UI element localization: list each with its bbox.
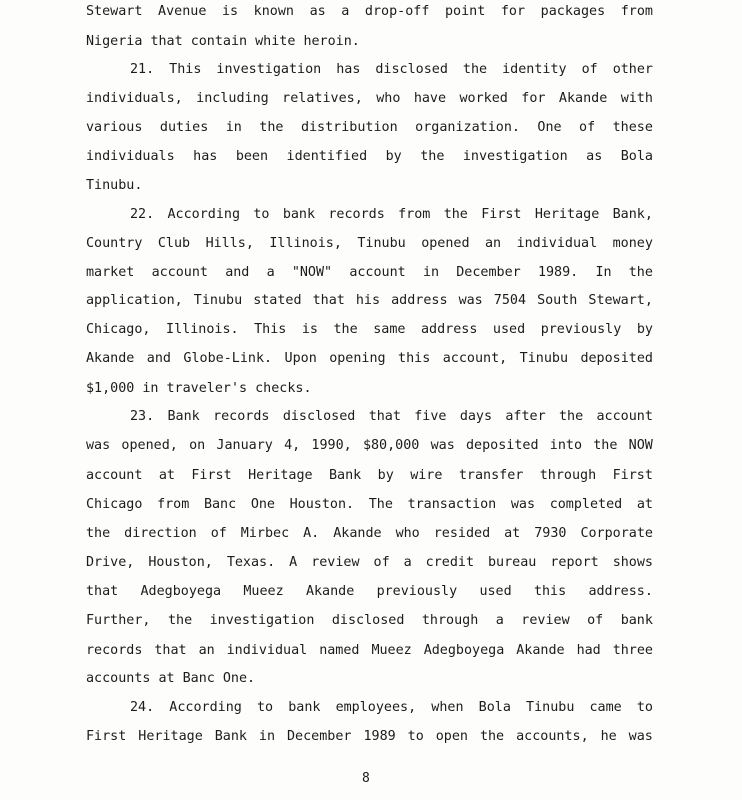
text-word: including: [196, 91, 269, 106]
text-word: Adegboyega: [423, 643, 505, 658]
text-word: same: [373, 322, 406, 337]
text-word: First: [612, 468, 653, 483]
text-word: investigation: [462, 149, 568, 164]
text-word: as: [309, 4, 326, 19]
text-word: individuals,: [86, 91, 183, 106]
text-word: an: [198, 643, 215, 658]
text-word: completed: [549, 497, 623, 512]
text-word: in: [142, 381, 159, 396]
text-word: by: [385, 149, 402, 164]
text-word: records: [213, 409, 270, 424]
text-word: Chicago,: [86, 322, 151, 337]
text-word: January: [216, 438, 273, 453]
text-word: accounts,: [516, 729, 589, 744]
text-word: relatives,: [282, 91, 363, 106]
text-line: [86, 3, 653, 21]
text-word: contain: [190, 34, 248, 49]
text-word: Mueez: [243, 584, 284, 599]
text-word: three: [612, 643, 653, 658]
text-word: application,: [86, 293, 183, 308]
text-word: investigation: [216, 62, 322, 77]
text-word: Hills,: [205, 236, 254, 251]
text-word: bureau: [488, 555, 537, 570]
text-word: is: [221, 4, 239, 19]
text-word: stated: [253, 293, 302, 308]
text-word: Houston,: [148, 555, 213, 570]
text-word: has: [193, 149, 218, 164]
text-word: Tinubu: [519, 351, 569, 366]
text-word: by: [377, 468, 394, 483]
text-word: that: [154, 643, 187, 658]
text-word: was: [86, 438, 111, 453]
text-word: at: [636, 497, 653, 512]
text-word: at: [158, 468, 175, 483]
text-word: of: [587, 613, 604, 628]
text-word: organization.: [415, 120, 520, 135]
text-word: of: [210, 526, 227, 541]
text-word: Bank: [167, 409, 200, 424]
text-word: review: [311, 555, 360, 570]
text-word: at: [158, 671, 175, 686]
text-word: Akande: [558, 91, 608, 106]
text-word: Club: [157, 236, 191, 251]
text-word: five: [414, 409, 447, 424]
text-word: 1990,: [311, 438, 352, 453]
text-word: According: [167, 207, 241, 222]
text-word: Bank: [214, 729, 247, 744]
text-word: resided: [433, 526, 491, 541]
text-word: the: [559, 409, 584, 424]
text-word: identified: [286, 149, 368, 164]
text-word: Mueez: [371, 643, 412, 658]
text-word: by: [636, 322, 653, 337]
text-line: [130, 408, 653, 426]
text-word: bank: [620, 613, 653, 628]
text-word: was: [510, 497, 536, 512]
text-line: [86, 119, 653, 137]
text-word: Heritage: [534, 207, 600, 222]
text-line: [86, 380, 653, 398]
text-word: A.: [303, 526, 320, 541]
text-word: opening: [329, 351, 386, 366]
text-word: Bola: [478, 700, 511, 715]
text-word: into: [549, 438, 583, 453]
text-word: the: [479, 729, 505, 744]
text-word: individuals: [86, 149, 175, 164]
text-line: [86, 642, 653, 660]
text-word: Drive,: [86, 555, 135, 570]
text-line: [86, 148, 653, 166]
text-word: disclosed: [282, 409, 356, 424]
text-word: address.: [588, 584, 653, 599]
text-word: direction: [124, 526, 197, 541]
text-word: "NOW": [291, 265, 333, 280]
text-word: wire: [410, 468, 443, 483]
text-word: the: [167, 613, 193, 628]
text-word: This: [169, 62, 202, 77]
text-line: [86, 728, 653, 746]
text-word: in: [258, 729, 276, 744]
text-word: address: [391, 293, 448, 308]
text-word: Stewart: [86, 4, 143, 19]
text-word: Globe-Link.: [183, 351, 273, 366]
text-word: Bola: [620, 149, 653, 164]
text-word: bank: [282, 207, 316, 222]
text-word: he: [600, 729, 617, 744]
text-word: used: [479, 584, 512, 599]
text-word: through: [421, 613, 479, 628]
text-word: a: [495, 613, 504, 628]
text-word: Illinois.: [166, 322, 239, 337]
text-word: money: [612, 236, 653, 251]
text-word: from: [398, 207, 431, 222]
text-word: the: [628, 265, 653, 280]
text-word: December: [287, 729, 352, 744]
text-word: disclosed: [375, 62, 448, 77]
text-word: account: [349, 265, 406, 280]
text-word: that: [368, 409, 401, 424]
text-word: 1989: [363, 729, 396, 744]
text-word: Tinubu: [193, 293, 243, 308]
text-word: this: [398, 351, 431, 366]
text-word: credit: [425, 555, 475, 570]
text-word: 7930: [534, 526, 567, 541]
text-word: of: [373, 555, 390, 570]
text-word: Mirbec: [240, 526, 290, 541]
text-word: In: [595, 265, 612, 280]
text-word: on: [189, 438, 206, 453]
text-word: 1989.: [537, 265, 579, 280]
page-number: 8: [362, 771, 370, 786]
text-word: open: [435, 729, 468, 744]
text-word: Tinubu.: [86, 178, 143, 193]
text-line: [86, 496, 653, 514]
text-word: to: [256, 700, 274, 715]
text-word: Heritage: [138, 729, 203, 744]
text-word: $1,000: [86, 381, 135, 396]
text-word: had: [576, 643, 601, 658]
text-line: [86, 321, 653, 339]
text-word: and: [225, 265, 250, 280]
text-word: Akande: [516, 643, 565, 658]
text-word: Banc: [182, 671, 215, 686]
text-word: at: [504, 526, 521, 541]
text-word: is: [301, 322, 318, 337]
text-word: was: [628, 729, 653, 744]
text-word: the: [443, 207, 468, 222]
text-word: opened: [421, 236, 470, 251]
text-word: of: [579, 120, 596, 135]
text-word: 4,: [284, 438, 301, 453]
text-word: previously: [376, 584, 458, 599]
text-word: named: [319, 643, 360, 658]
text-word: First: [86, 729, 127, 744]
text-word: when: [431, 700, 464, 715]
text-word: Akande: [333, 526, 382, 541]
text-word: the: [333, 322, 358, 337]
text-word: employees,: [335, 700, 417, 715]
text-word: packages: [540, 4, 606, 19]
text-line: [86, 525, 653, 543]
text-word: Banc: [203, 497, 237, 512]
text-word: the: [593, 438, 618, 453]
text-word: that: [86, 584, 119, 599]
text-word: after: [505, 409, 546, 424]
text-word: known: [253, 4, 294, 19]
text-word: One.: [222, 671, 256, 686]
text-word: as: [586, 149, 603, 164]
text-word: First: [481, 207, 522, 222]
text-word: these: [612, 120, 653, 135]
text-line: [86, 292, 653, 310]
text-word: through: [539, 468, 597, 483]
text-word: to: [636, 700, 653, 715]
text-word: been: [235, 149, 269, 164]
text-word: came: [589, 700, 622, 715]
text-word: account: [86, 468, 143, 483]
text-word: 7504: [493, 293, 527, 308]
text-line: [130, 206, 653, 224]
text-line: [86, 583, 653, 601]
text-word: Further,: [86, 613, 151, 628]
text-word: that: [150, 34, 183, 49]
text-word: Corporate: [580, 526, 653, 541]
text-word: for: [500, 4, 526, 19]
text-word: has: [336, 62, 361, 77]
text-word: market: [86, 265, 135, 280]
text-word: traveler's: [166, 381, 248, 396]
text-word: from: [620, 4, 653, 19]
text-word: First: [191, 468, 232, 483]
text-word: account: [596, 409, 653, 424]
text-line: [86, 467, 653, 485]
text-word: records: [328, 207, 385, 222]
text-word: other: [612, 62, 653, 77]
text-word: identity: [502, 62, 567, 77]
text-word: Tinubu: [357, 236, 406, 251]
text-word: of: [581, 62, 598, 77]
text-word: Nigeria: [86, 34, 143, 49]
text-word: Chicago: [86, 497, 143, 512]
text-word: opened,: [121, 438, 178, 453]
text-word: and: [146, 351, 171, 366]
text-line: [86, 177, 653, 195]
text-line: [86, 612, 653, 630]
text-word: a: [403, 555, 412, 570]
text-word: point: [444, 4, 486, 19]
text-word: disclosed: [331, 613, 405, 628]
text-word: December: [456, 265, 521, 280]
text-word: This: [254, 322, 287, 337]
text-word: his: [355, 293, 381, 308]
text-line: [86, 235, 653, 253]
text-word: the: [462, 62, 488, 77]
text-word: deposited: [466, 438, 539, 453]
text-line: [86, 350, 653, 368]
text-word: Avenue: [158, 4, 207, 19]
text-word: drop-off: [364, 4, 430, 19]
text-line: [130, 699, 653, 717]
text-word: distribution: [300, 120, 398, 135]
text-word: Bank,: [612, 207, 653, 222]
text-word: Country: [86, 236, 143, 251]
text-word: address: [420, 322, 478, 337]
text-word: white: [255, 34, 296, 49]
text-word: 22.: [130, 207, 155, 222]
text-word: Akande: [305, 584, 355, 599]
text-word: the: [420, 149, 445, 164]
text-word: 23.: [130, 409, 155, 424]
text-word: One: [537, 120, 562, 135]
text-word: a: [266, 265, 275, 280]
text-word: account,: [442, 351, 508, 366]
text-word: duties: [159, 120, 209, 135]
text-word: Stewart,: [588, 293, 653, 308]
text-line: [86, 554, 653, 572]
text-word: previously: [540, 322, 622, 337]
text-word: South: [537, 293, 578, 308]
text-word: was: [430, 438, 455, 453]
text-word: Adegboyega: [140, 584, 222, 599]
text-line: [130, 61, 653, 79]
text-line: [86, 437, 653, 455]
text-line: [86, 33, 653, 51]
text-word: One: [250, 497, 275, 512]
text-word: account: [151, 265, 208, 280]
text-word: a: [341, 4, 350, 19]
text-line: [86, 264, 653, 282]
text-word: individual: [516, 236, 598, 251]
text-word: this: [533, 584, 567, 599]
text-word: Heritage: [248, 468, 313, 483]
text-word: in: [422, 265, 440, 280]
text-word: Texas.: [226, 555, 276, 570]
text-word: checks.: [255, 381, 312, 396]
text-word: with: [620, 91, 653, 106]
text-word: have: [413, 91, 447, 106]
text-word: an: [485, 236, 502, 251]
text-word: Bank: [329, 468, 362, 483]
text-word: to: [407, 729, 424, 744]
text-word: The: [368, 497, 393, 512]
text-word: bank: [288, 700, 321, 715]
text-word: Upon: [284, 351, 317, 366]
text-word: $80,000: [362, 438, 420, 453]
text-word: was: [458, 293, 483, 308]
text-word: used: [492, 322, 526, 337]
text-word: shows: [612, 555, 653, 570]
text-word: heroin.: [303, 34, 360, 49]
text-word: A: [289, 555, 298, 570]
text-word: transaction: [407, 497, 497, 512]
text-word: who: [395, 526, 420, 541]
text-word: individual: [226, 643, 308, 658]
text-word: report: [550, 555, 599, 570]
text-word: who: [376, 91, 401, 106]
text-word: Akande: [86, 351, 135, 366]
text-line: [86, 90, 653, 108]
text-word: Tinubu: [526, 700, 575, 715]
text-word: records: [86, 643, 143, 658]
text-word: 21.: [130, 62, 155, 77]
text-word: from: [157, 497, 190, 512]
text-word: to: [253, 207, 270, 222]
text-word: accounts: [86, 671, 151, 686]
text-word: worked: [459, 91, 508, 106]
text-word: deposited: [580, 351, 653, 366]
text-word: days: [459, 409, 493, 424]
text-line: [86, 670, 653, 688]
text-word: that: [312, 293, 345, 308]
text-word: the: [86, 526, 111, 541]
text-word: for: [521, 91, 546, 106]
text-word: review: [521, 613, 570, 628]
text-word: According: [169, 700, 242, 715]
text-word: transfer: [458, 468, 524, 483]
text-word: Houston.: [289, 497, 355, 512]
text-word: the: [259, 120, 284, 135]
text-word: 24.: [130, 700, 155, 715]
text-word: in: [225, 120, 242, 135]
text-word: investigation: [209, 613, 315, 628]
text-word: Illinois,: [269, 236, 342, 251]
text-word: various: [86, 120, 143, 135]
text-word: NOW: [628, 438, 653, 453]
